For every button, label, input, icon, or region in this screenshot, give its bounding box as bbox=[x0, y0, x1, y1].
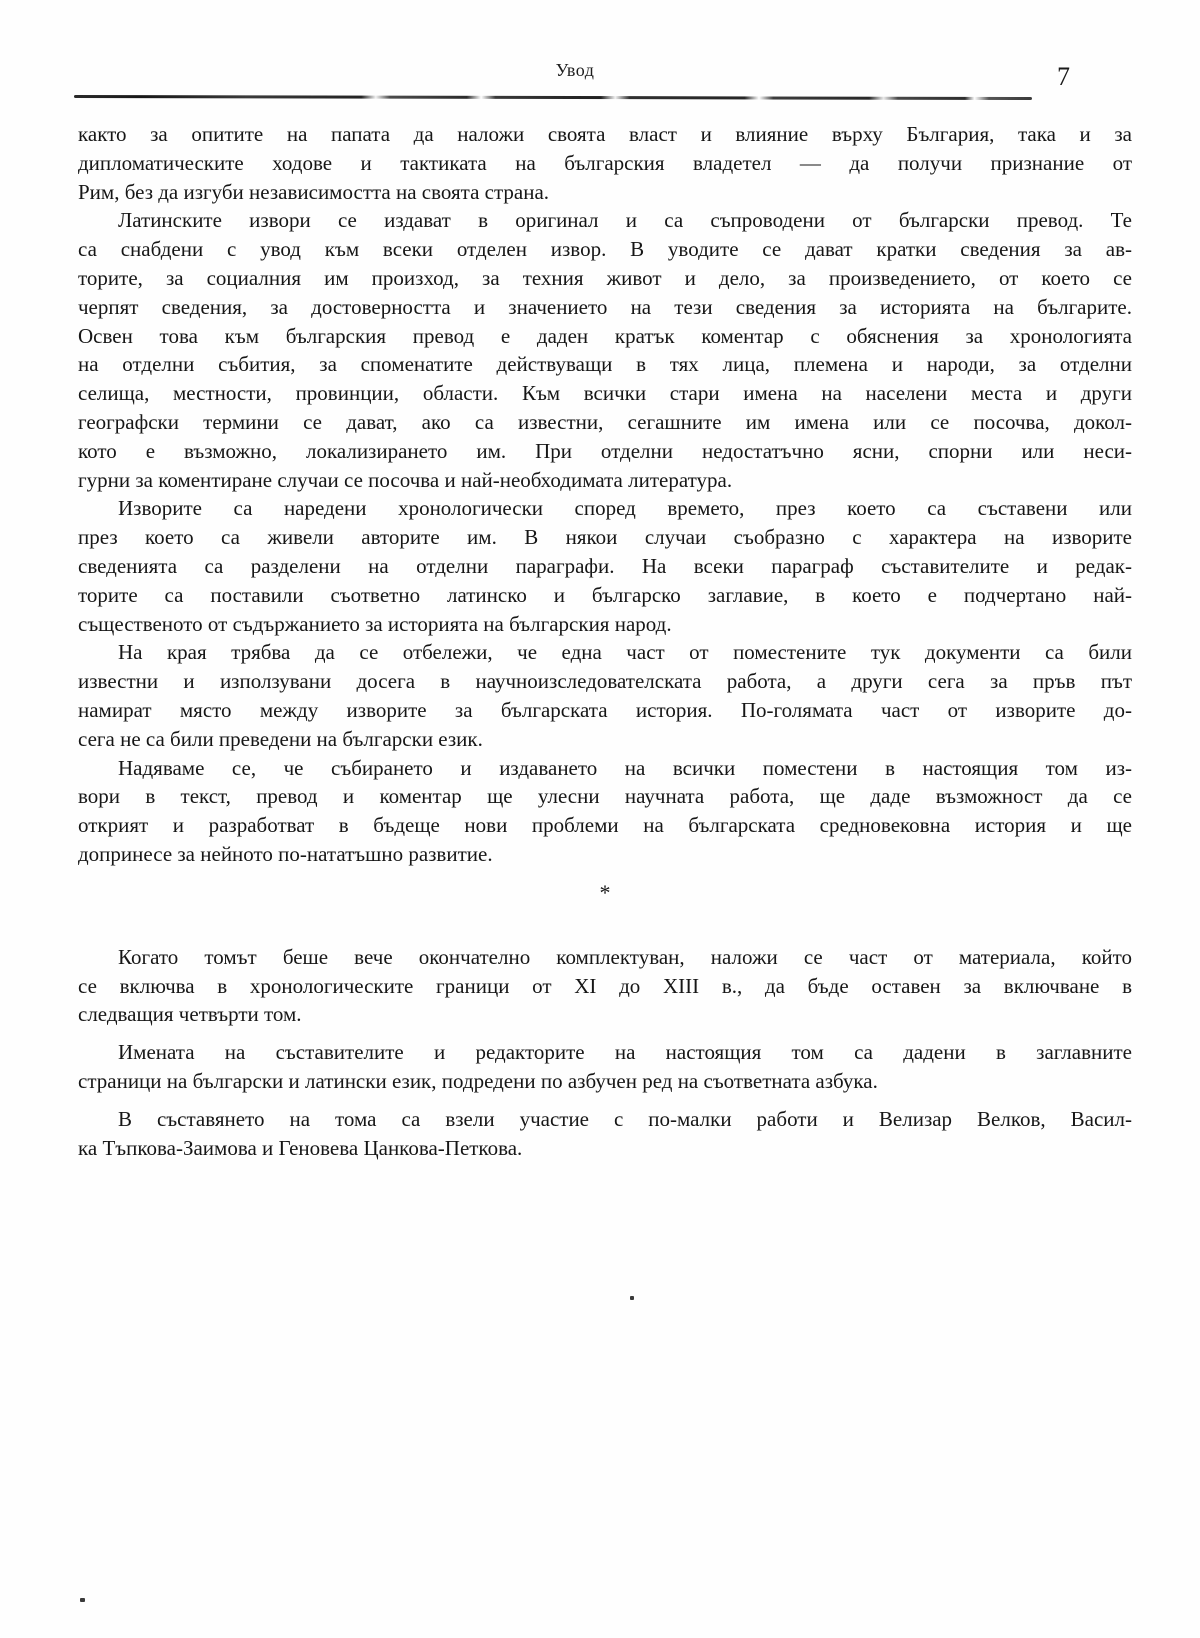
text-line: вори в текст, превод и коментар ще улесни научната работа, ще даде възможност да се bbox=[78, 784, 1132, 809]
text-line: се включва в хронологическите граници от XI до XIII в., да бъде оставен за включване в bbox=[78, 973, 1132, 998]
paragraph bbox=[78, 754, 1132, 869]
text-line: торите са поставили съответно латинско и българско заглавие, в което е подчертано най- bbox=[78, 582, 1132, 607]
text-line: известни и използувани досега в научноизследователската работа, а други сега за пръв път bbox=[78, 669, 1132, 694]
text-line: черпят сведения, за достоверността и значението на тези сведения за историята на българите. bbox=[78, 294, 1132, 319]
page-number: 7 bbox=[1057, 62, 1070, 91]
scan-speck bbox=[630, 1296, 634, 1300]
text-line: дипломатическите ходове и тактиката на българския владетел — да получи признание от bbox=[78, 150, 1132, 175]
paragraph bbox=[78, 206, 1132, 494]
scan-speck bbox=[80, 1598, 85, 1602]
text-line: Изворите са наредени хронологически според времето, през което са съставени или bbox=[118, 496, 1132, 521]
text-line: страници на български и латински език, подредени по азбучен ред на съответната азбука. bbox=[78, 1068, 878, 1093]
text-line: Рим, без да изгуби независимостта на своята страна. bbox=[78, 179, 550, 204]
paragraph bbox=[78, 638, 1132, 753]
paragraph bbox=[78, 494, 1132, 638]
text-line: Имената на съставителите и редакторите на настоящия том са дадени в заглавните bbox=[118, 1040, 1132, 1065]
paragraph bbox=[78, 1105, 1132, 1163]
text-line: гурни за коментиране случаи се посочва и най-необходимата литература. bbox=[78, 467, 733, 492]
text-line: сега не са били преведени на български език. bbox=[78, 726, 483, 751]
text-line: същественото от съдържанието за историята на българския народ. bbox=[78, 611, 672, 636]
text-line: Когато томът беше вече окончателно комплектуван, наложи се част от материала, който bbox=[118, 944, 1132, 969]
text-line: допринесе за нейното по-нататъшно развитие. bbox=[78, 841, 493, 866]
text-line: следващия четвърти том. bbox=[78, 1002, 302, 1027]
text-line: открият и разработват в бъдеще нови проблеми на българската средновековна история и ще bbox=[78, 813, 1132, 838]
text-line: Освен това към българския превод е даден кратък коментар с обяснения за хронологията bbox=[78, 323, 1132, 348]
text-line: намират място между изворите за българската история. По-голямата част от изворите до- bbox=[78, 697, 1132, 722]
text-line: Латинските извори се издават в оригинал и са съпроводени от български превод. Те bbox=[118, 208, 1132, 233]
header-rule bbox=[74, 95, 1032, 100]
paragraph bbox=[78, 120, 1132, 206]
paragraph bbox=[78, 1038, 1132, 1096]
running-title: Увод bbox=[555, 60, 595, 80]
text-line: на отделни събития, за споменатите действуващи в тях лица, племена и народи, за отделни bbox=[78, 352, 1132, 377]
text-line: Надяваме се, че събирането и издаването на всички поместени в настоящия том из- bbox=[118, 755, 1132, 780]
text-line: географски термини се дават, ако са известни, сегашните им имена или се посочва, докол- bbox=[78, 409, 1132, 434]
text-line: селища, местности, провинции, области. Към всички стари имена на населени места и други bbox=[78, 381, 1132, 406]
text-line: както за опитите на папата да наложи своята власт и влияние върху България, така и за bbox=[78, 122, 1132, 146]
addendum-text bbox=[78, 943, 1132, 1163]
paragraph bbox=[78, 943, 1132, 1029]
text-line: На края трябва да се отбележи, че една част от поместените тук документи са били bbox=[118, 640, 1132, 665]
text-line: ка Тъпкова-Заимова и Геновева Цанкова-Петкова. bbox=[78, 1135, 523, 1160]
text-line: В съставянето на тома са взели участие с по-малки работи и Велизар Велков, Васил- bbox=[118, 1106, 1132, 1131]
text-line: торите, за социалния им произход, за техния живот и дело, за произведението, от което се bbox=[78, 265, 1132, 290]
page-body bbox=[78, 120, 1132, 1162]
text-line: сведенията са разделени на отделни параграфи. На всеки параграф съставителите и редак- bbox=[78, 553, 1132, 578]
text-line: кото е възможно, локализирането им. При отделни недостатъчно ясни, спорни или неси- bbox=[78, 438, 1132, 463]
text-line: през което са живели авторите им. В някои случаи съобразно с характера на изворите bbox=[78, 525, 1132, 550]
text-line: са снабдени с увод към всеки отделен извор. В уводите се дават кратки сведения за ав- bbox=[78, 237, 1132, 262]
section-separator: * bbox=[599, 879, 611, 905]
intro-text bbox=[78, 120, 1132, 869]
